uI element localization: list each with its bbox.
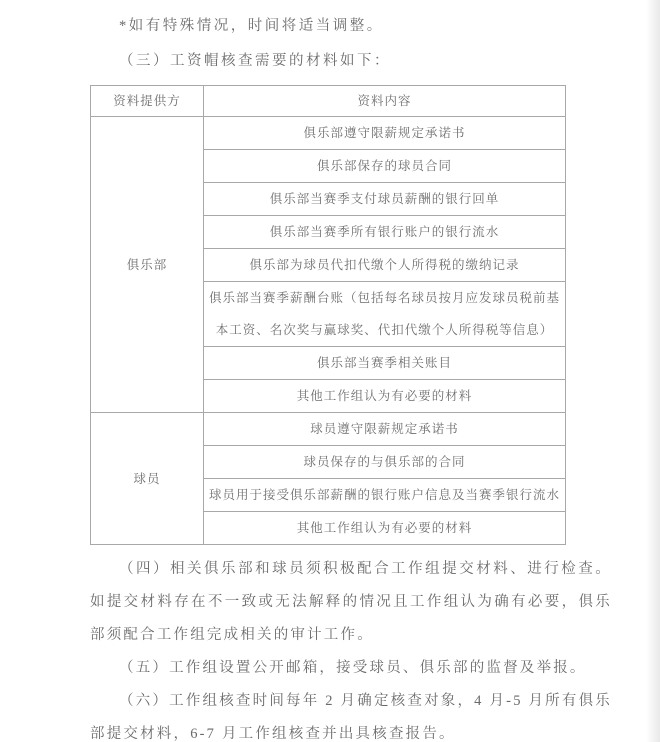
material-cell: 球员用于接受俱乐部薪酬的银行账户信息及当赛季银行流水 — [204, 479, 566, 512]
table-row — [91, 117, 566, 150]
note-line: *如有特殊情况，时间将适当调整。 — [119, 18, 384, 34]
material-cell: 俱乐部为球员代扣代缴个人所得税的缴纳记录 — [204, 249, 566, 282]
material-cell: 俱乐部保存的球员合同 — [204, 150, 566, 183]
provider-cell-player: 球员 — [91, 413, 204, 545]
column-header-provider: 资料提供方 — [91, 86, 204, 117]
material-cell: 俱乐部当赛季支付球员薪酬的银行回单 — [204, 183, 566, 216]
material-cell: 其他工作组认为有必要的材料 — [204, 380, 566, 413]
material-cell: 其他工作组认为有必要的材料 — [204, 512, 566, 545]
section-3-heading: （三）工资帽核查需要的材料如下： — [119, 53, 391, 69]
paragraph-5: （五）工作组设置公开邮箱，接受球员、俱乐部的监督及举报。 — [119, 660, 587, 676]
material-cell: 俱乐部当赛季相关账目 — [204, 347, 566, 380]
paragraph-6: （六）工作组核查时间每年 2 月确定核查对象，4 月-5 月所有俱乐部提交材料，6-7 月工作组核查并出具核查报告。 — [90, 693, 612, 742]
table-header-row — [91, 86, 566, 117]
column-header-content: 资料内容 — [204, 86, 566, 117]
materials-table — [90, 85, 566, 545]
scan-edge-shading — [646, 0, 660, 742]
table-row — [91, 413, 566, 446]
body-paragraphs — [90, 553, 612, 742]
paragraph-4: （四）相关俱乐部和球员须积极配合工作组提交材料、进行检查。如提交材料存在不一致或无法解释的情况且工作组认为确有必要，俱乐部须配合工作组完成相关的审计工作。 — [90, 561, 612, 643]
material-cell: 球员保存的与俱乐部的合同 — [204, 446, 566, 479]
material-cell: 俱乐部当赛季薪酬台账（包括每名球员按月应发球员税前基本工资、名次奖与赢球奖、代扣代缴个人所得税等信息） — [204, 282, 566, 347]
material-cell: 俱乐部遵守限薪规定承诺书 — [204, 117, 566, 150]
provider-cell-club: 俱乐部 — [91, 117, 204, 413]
document-content — [90, 10, 612, 742]
material-cell: 球员遵守限薪规定承诺书 — [204, 413, 566, 446]
material-cell: 俱乐部当赛季所有银行账户的银行流水 — [204, 216, 566, 249]
